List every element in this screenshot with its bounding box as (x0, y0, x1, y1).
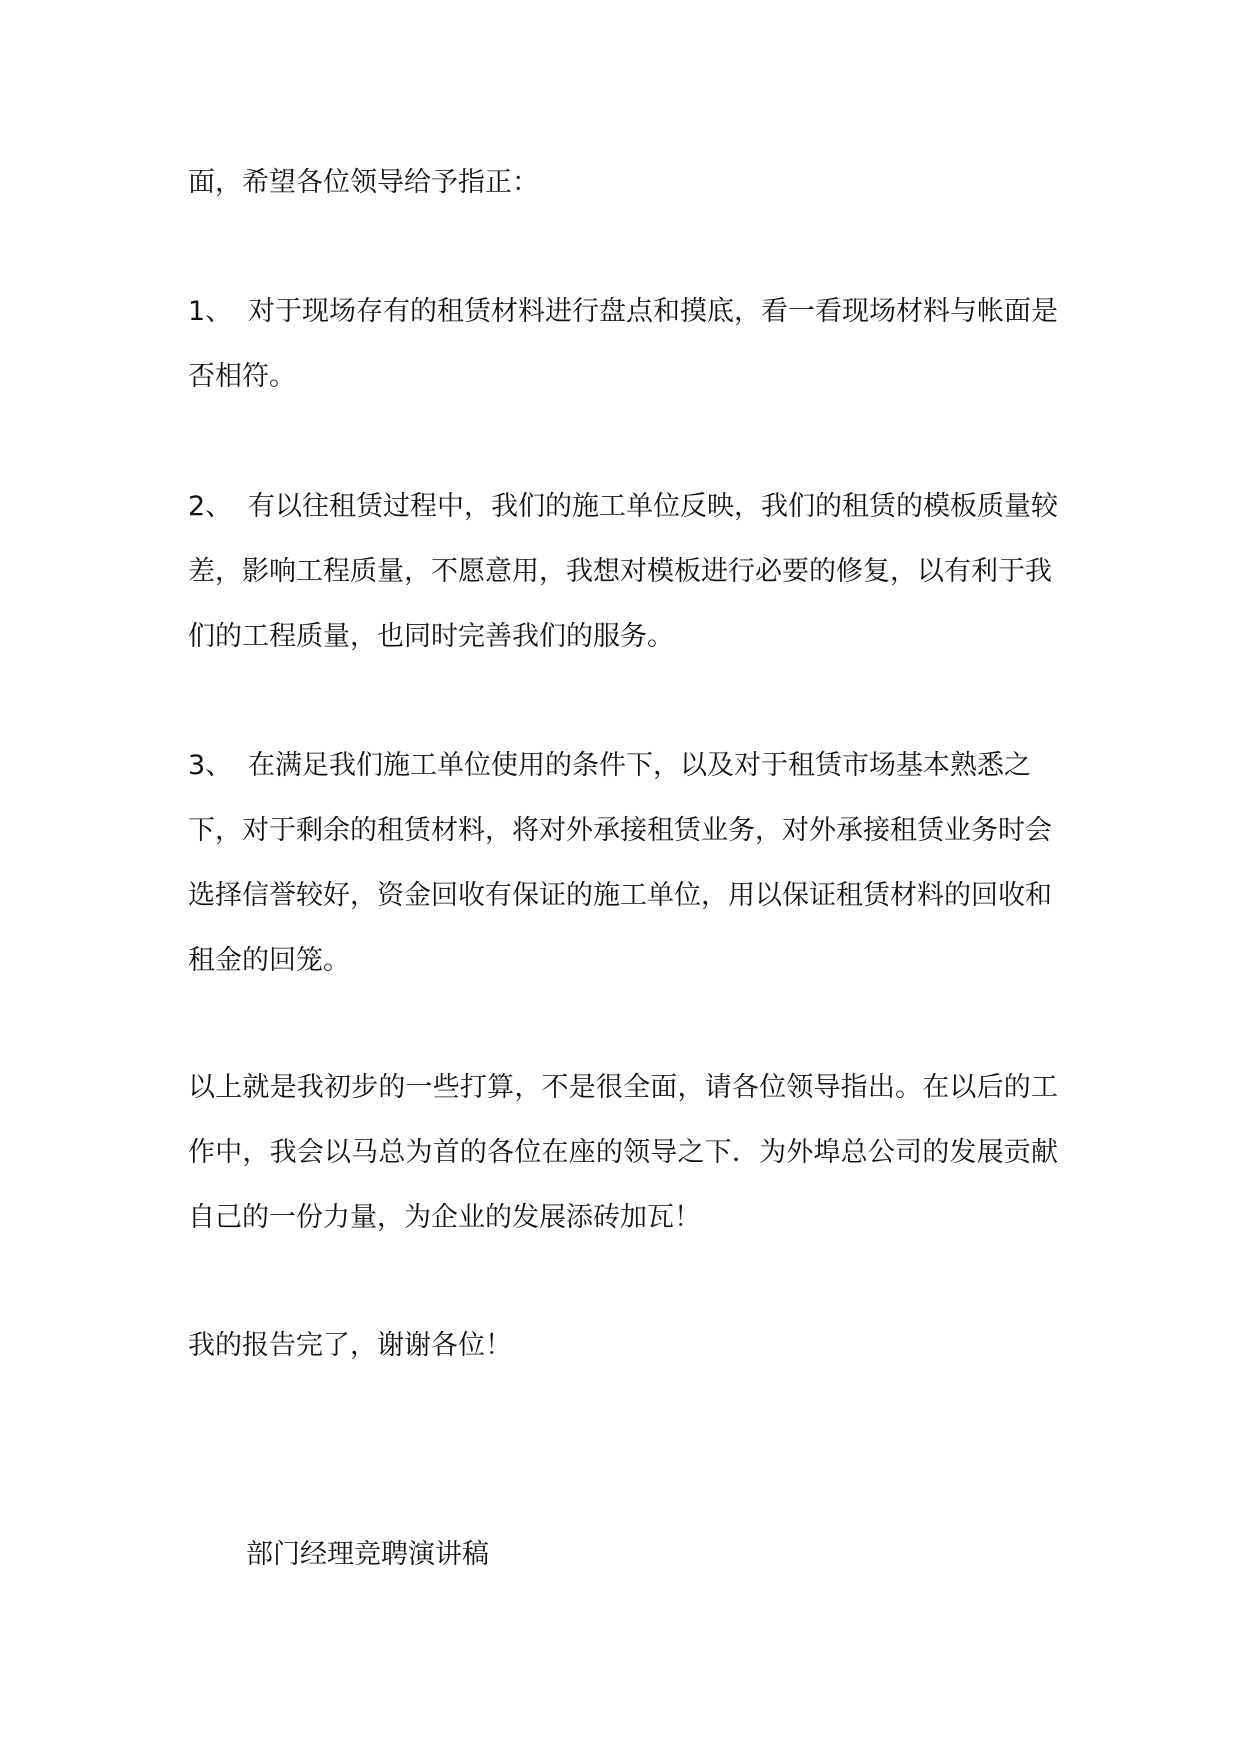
list-item-text: 有以往租赁过程中，我们的施工单位反映，我们的租赁的模板质量较差，影响工程质量，不愿意用，我想对模板进行必要的修复，以有利于我们的工程质量，也同时完善我们的服务。 (188, 491, 1058, 652)
list-item-number: 3、 (188, 750, 233, 781)
closing-paragraph: 以上就是我初步的一些打算，不是很全面，请各位领导指出。在以后的工作中，我会以马总为首的各位在座的领导之下．为外埠总公司的发展贡献自己的一份力量，为企业的发展添砖加瓦！ (188, 1072, 1058, 1233)
list-item-text: 对于现场存有的租赁材料进行盘点和摸底，看一看现场材料与帐面是否相符。 (188, 296, 1058, 392)
intro-line: 面，希望各位领导给予指正： (188, 167, 539, 198)
thanks-line: 我的报告完了，谢谢各位！ (188, 1330, 512, 1361)
list-item-2 (188, 474, 1058, 669)
list-item-1 (188, 279, 1058, 409)
next-document-title: 部门经理竞聘演讲稿 (246, 1539, 489, 1570)
list-item-3 (188, 733, 1058, 993)
list-item-number: 1、 (188, 296, 233, 327)
list-item-number: 2、 (188, 491, 233, 522)
list-item-text: 在满足我们施工单位使用的条件下，以及对于租赁市场基本熟悉之下，对于剩余的租赁材料，将对外承接租赁业务，对外承接租赁业务时会选择信誉较好，资金回收有保证的施工单位，用以保证租赁材料的回收和租金的回笼。 (188, 750, 1052, 976)
